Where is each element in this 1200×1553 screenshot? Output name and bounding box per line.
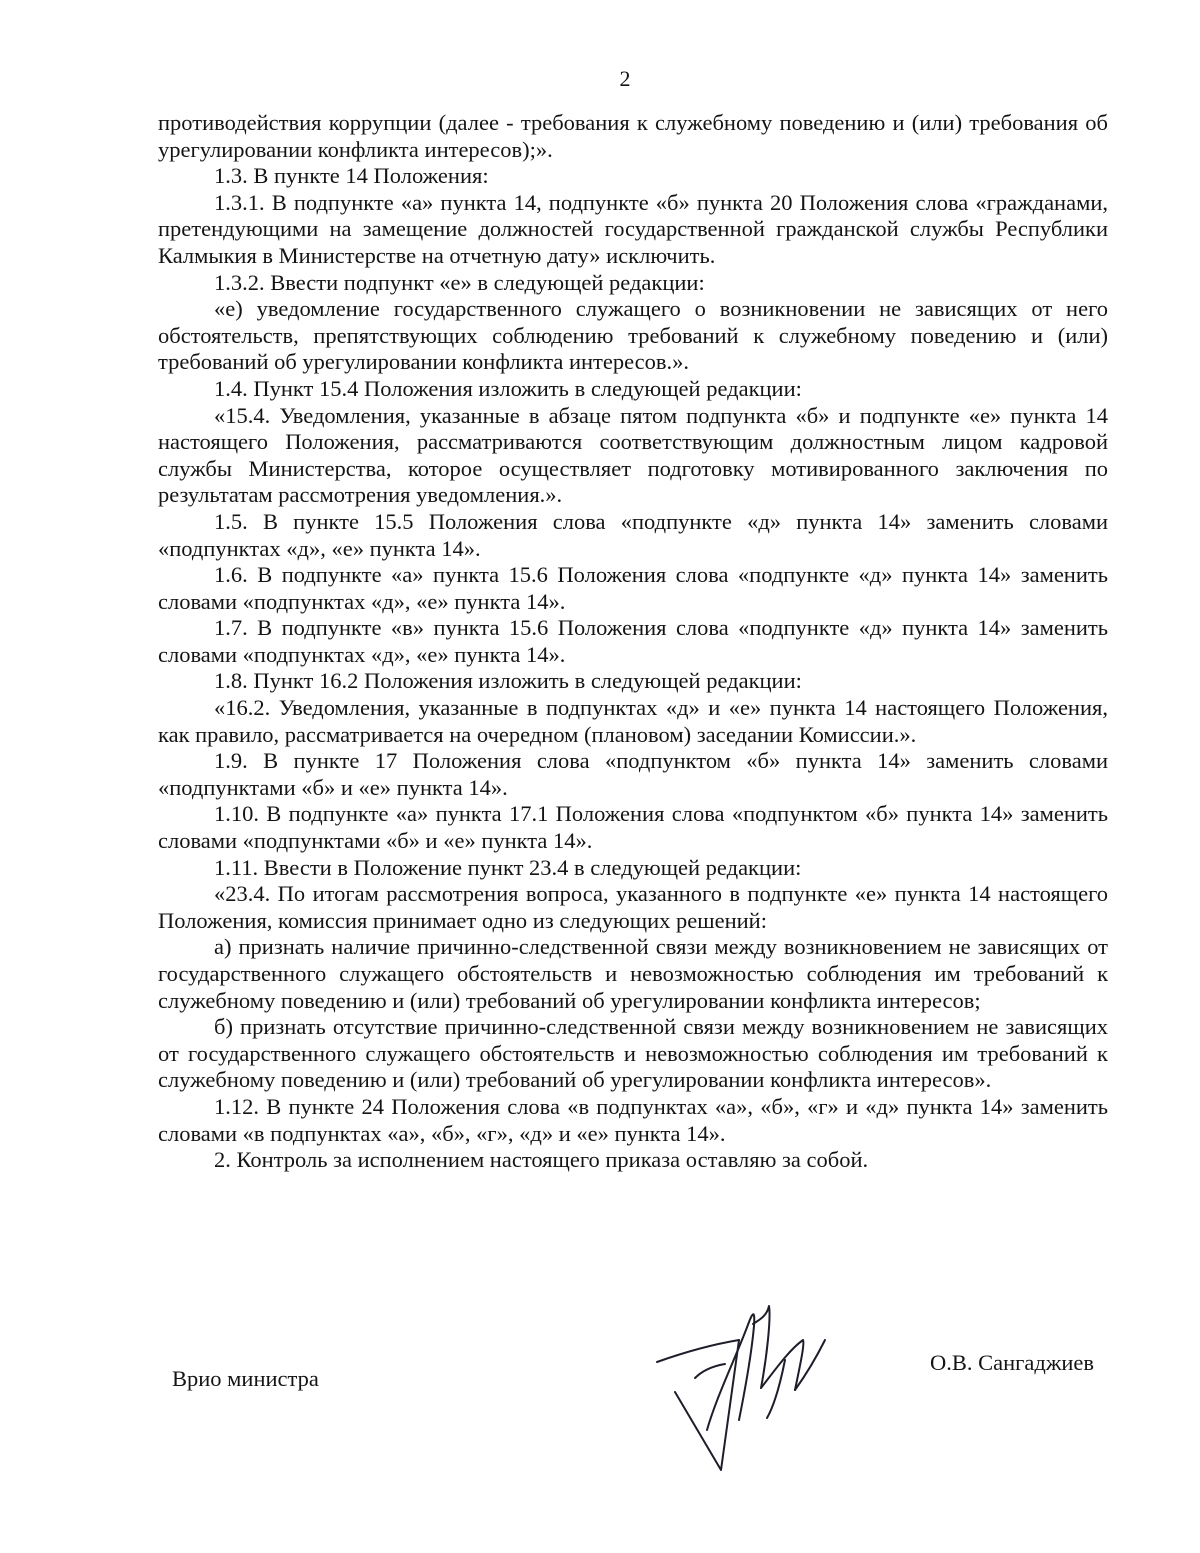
position-title: Врио министра	[172, 1366, 319, 1391]
paragraph-1-12: 1.12. В пункте 24 Положения слова «в подпунктах «а», «б», «г» и «д» пункта 14» заменить словами «в подпунктах «а», «б», «г», «д» и «е» пункта 14».	[158, 1093, 1108, 1146]
paragraph-1-11: 1.11. Ввести в Положение пункт 23.4 в следующей редакции:	[214, 854, 802, 880]
paragraph-1-10: 1.10. В подпункте «а» пункта 17.1 Положения слова «подпунктом «б» пункта 14» заменить словами «подпунктами «б» и «е» пункта 14».	[158, 801, 1108, 854]
handwritten-signature	[655, 1300, 840, 1475]
paragraph-1-7: 1.7. В подпункте «в» пункта 15.6 Положения слова «подпункте «д» пункта 14» заменить словами «подпунктах «д», «е» пункта 14».	[158, 615, 1108, 667]
paragraph-23-4-b: б) признать отсутствие причинно-следственной связи между возникновением не зависящих от государственного служащего обстоятельств и невозможностью соблюдения им требований к служебному поведению и (или) требований об урегулировании конфликта интересов».	[158, 1014, 1108, 1093]
paragraph-1-3-1: 1.3.1. В подпункте «а» пункта 14, подпункте «б» пункта 20 Положения слова «гражданами, претендующими на замещение должностей государственной гражданской службы Республики Калмыкия в Министерстве на отчетную дату» исключить.	[158, 189, 1108, 268]
paragraph-23-4-a: а) признать наличие причинно-следственной связи между возникновением не зависящих от государственного служащего обстоятельств и невозможностью соблюдения им требований к служебному поведению и (или) требований об урегулировании конфликта интересов;	[158, 934, 1108, 1013]
paragraph-1-3: 1.3. В пункте 14 Положения:	[214, 163, 489, 189]
paragraph-15-4: «15.4. Уведомления, указанные в абзаце пятом подпункта «б» и подпункте «е» пункта 14 настоящего Положения, рассматриваются соответствующим должностным лицом кадровой службы Министерства, которое осуществляет подготовку мотивированного заключения по результатам рассмотрения уведомления.».	[158, 402, 1108, 508]
paragraph-subitem-e: «е) уведомление государственного служащего о возникновении не зависящих от него обстоятельств, препятствующих соблюдению требований к служебному поведению и (или) требований об урегулировании конфликта интересов.».	[158, 296, 1108, 375]
paragraph-16-2: «16.2. Уведомления, указанные в подпунктах «д» и «е» пункта 14 настоящего Положения, как правило, рассматривается на очередном (плановом) заседании Комиссии.».	[158, 695, 1108, 747]
paragraph-2: 2. Контроль за исполнением настоящего приказа оставляю за собой.	[214, 1147, 869, 1173]
page-number: 2	[619, 66, 631, 91]
paragraph-1-8: 1.8. Пункт 16.2 Положения изложить в следующей редакции:	[214, 668, 802, 694]
paragraph-1-9: 1.9. В пункте 17 Положения слова «подпунктом «б» пункта 14» заменить словами «подпунктами «б» и «е» пункта 14».	[158, 748, 1108, 800]
paragraph-1-6: 1.6. В подпункте «а» пункта 15.6 Положения слова «подпункте «д» пункта 14» заменить словами «подпунктах «д», «е» пункта 14».	[158, 562, 1108, 614]
paragraph-1-4: 1.4. Пункт 15.4 Положения изложить в следующей редакции:	[214, 375, 802, 401]
paragraph-1-5: 1.5. В пункте 15.5 Положения слова «подпункте «д» пункта 14» заменить словами «подпунктах «д», «е» пункта 14».	[158, 508, 1108, 561]
signer-name: О.В. Сангаджиев	[930, 1350, 1095, 1375]
paragraph-1-3-2: 1.3.2. Ввести подпункт «е» в следующей редакции:	[214, 269, 705, 295]
paragraph-23-4: «23.4. По итогам рассмотрения вопроса, указанного в подпункте «е» пункта 14 настоящего Положения, комиссия принимает одно из следующих решений:	[158, 881, 1108, 933]
paragraph-continuation: противодействия коррупции (далее - требования к служебному поведению и (или) требования об урегулировании конфликта интересов);».	[158, 110, 1108, 162]
